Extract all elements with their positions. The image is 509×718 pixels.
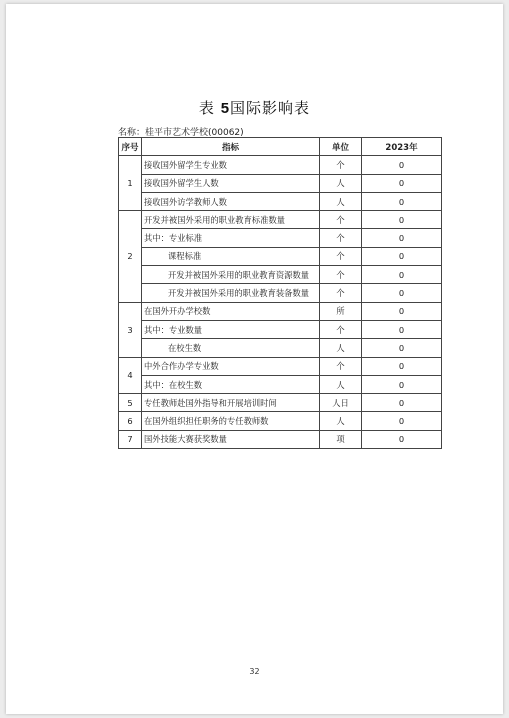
indicator-cell: 其中：专业数量 xyxy=(142,320,320,338)
title-suffix: 国际影响表 xyxy=(230,99,311,117)
table-row xyxy=(119,174,442,192)
table-row xyxy=(119,229,442,247)
page-number: 32 xyxy=(249,667,260,676)
unit-cell: 所 xyxy=(320,302,362,320)
unit-cell: 个 xyxy=(320,247,362,265)
table-title xyxy=(6,97,503,118)
value-cell: 0 xyxy=(362,430,442,448)
indicator-cell: 接收国外留学生人数 xyxy=(142,174,320,192)
unit-cell: 人 xyxy=(320,412,362,430)
value-cell: 0 xyxy=(362,357,442,375)
table-row xyxy=(119,375,442,393)
table-row xyxy=(119,284,442,302)
value-cell: 0 xyxy=(362,284,442,302)
value-cell: 0 xyxy=(362,229,442,247)
header-unit: 单位 xyxy=(320,138,362,156)
unit-cell: 人 xyxy=(320,192,362,210)
table-row xyxy=(119,302,442,320)
table-row xyxy=(119,266,442,284)
value-cell: 0 xyxy=(362,375,442,393)
indicator-cell: 其中：在校生数 xyxy=(142,375,320,393)
table-row xyxy=(119,247,442,265)
unit-cell: 个 xyxy=(320,266,362,284)
value-cell: 0 xyxy=(362,302,442,320)
title-prefix: 表 xyxy=(198,99,221,117)
row-serial-number: 7 xyxy=(119,430,142,448)
indicator-cell: 接收国外留学生专业数 xyxy=(142,156,320,174)
international-influence-table xyxy=(118,137,442,449)
table-body xyxy=(119,156,442,449)
unit-cell: 个 xyxy=(320,320,362,338)
unit-cell: 个 xyxy=(320,284,362,302)
indicator-cell: 课程标准 xyxy=(142,247,320,265)
value-cell: 0 xyxy=(362,211,442,229)
table-row xyxy=(119,192,442,210)
unit-cell: 个 xyxy=(320,357,362,375)
table-row xyxy=(119,357,442,375)
row-serial-number: 2 xyxy=(119,211,142,302)
value-cell: 0 xyxy=(362,156,442,174)
value-cell: 0 xyxy=(362,247,442,265)
table-row xyxy=(119,320,442,338)
unit-cell: 人 xyxy=(320,375,362,393)
value-cell: 0 xyxy=(362,320,442,338)
organization-label: 名称：桂平市艺术学校(00062) xyxy=(118,128,244,138)
table-header-row xyxy=(119,138,442,156)
unit-cell: 人 xyxy=(320,174,362,192)
indicator-cell: 中外合作办学专业数 xyxy=(142,357,320,375)
row-serial-number: 3 xyxy=(119,302,142,357)
header-year: 2023年 xyxy=(362,138,442,156)
header-serial: 序号 xyxy=(119,138,142,156)
table-row xyxy=(119,156,442,174)
unit-cell: 项 xyxy=(320,430,362,448)
value-cell: 0 xyxy=(362,192,442,210)
indicator-cell: 在国外组织担任职务的专任教师数 xyxy=(142,412,320,430)
indicator-cell: 其中：专业标准 xyxy=(142,229,320,247)
row-serial-number: 1 xyxy=(119,156,142,211)
value-cell: 0 xyxy=(362,174,442,192)
table-row xyxy=(119,211,442,229)
unit-cell: 个 xyxy=(320,229,362,247)
indicator-cell: 接收国外访学教师人数 xyxy=(142,192,320,210)
indicator-cell: 在校生数 xyxy=(142,339,320,357)
row-serial-number: 5 xyxy=(119,394,142,412)
indicator-cell: 在国外开办学校数 xyxy=(142,302,320,320)
row-serial-number: 4 xyxy=(119,357,142,394)
value-cell: 0 xyxy=(362,339,442,357)
value-cell: 0 xyxy=(362,266,442,284)
row-serial-number: 6 xyxy=(119,412,142,430)
indicator-cell: 国外技能大赛获奖数量 xyxy=(142,430,320,448)
indicator-cell: 开发并被国外采用的职业教育标准数量 xyxy=(142,211,320,229)
unit-cell: 人日 xyxy=(320,394,362,412)
header-indicator: 指标 xyxy=(142,138,320,156)
table-row xyxy=(119,430,442,448)
unit-cell: 个 xyxy=(320,211,362,229)
document-page xyxy=(6,4,503,714)
value-cell: 0 xyxy=(362,394,442,412)
table-row xyxy=(119,394,442,412)
value-cell: 0 xyxy=(362,412,442,430)
unit-cell: 人 xyxy=(320,339,362,357)
title-number: 5 xyxy=(220,100,231,117)
indicator-cell: 专任教师赴国外指导和开展培训时间 xyxy=(142,394,320,412)
table-row xyxy=(119,412,442,430)
unit-cell: 个 xyxy=(320,156,362,174)
table-row xyxy=(119,339,442,357)
indicator-cell: 开发并被国外采用的职业教育装备数量 xyxy=(142,284,320,302)
indicator-cell: 开发并被国外采用的职业教育资源数量 xyxy=(142,266,320,284)
